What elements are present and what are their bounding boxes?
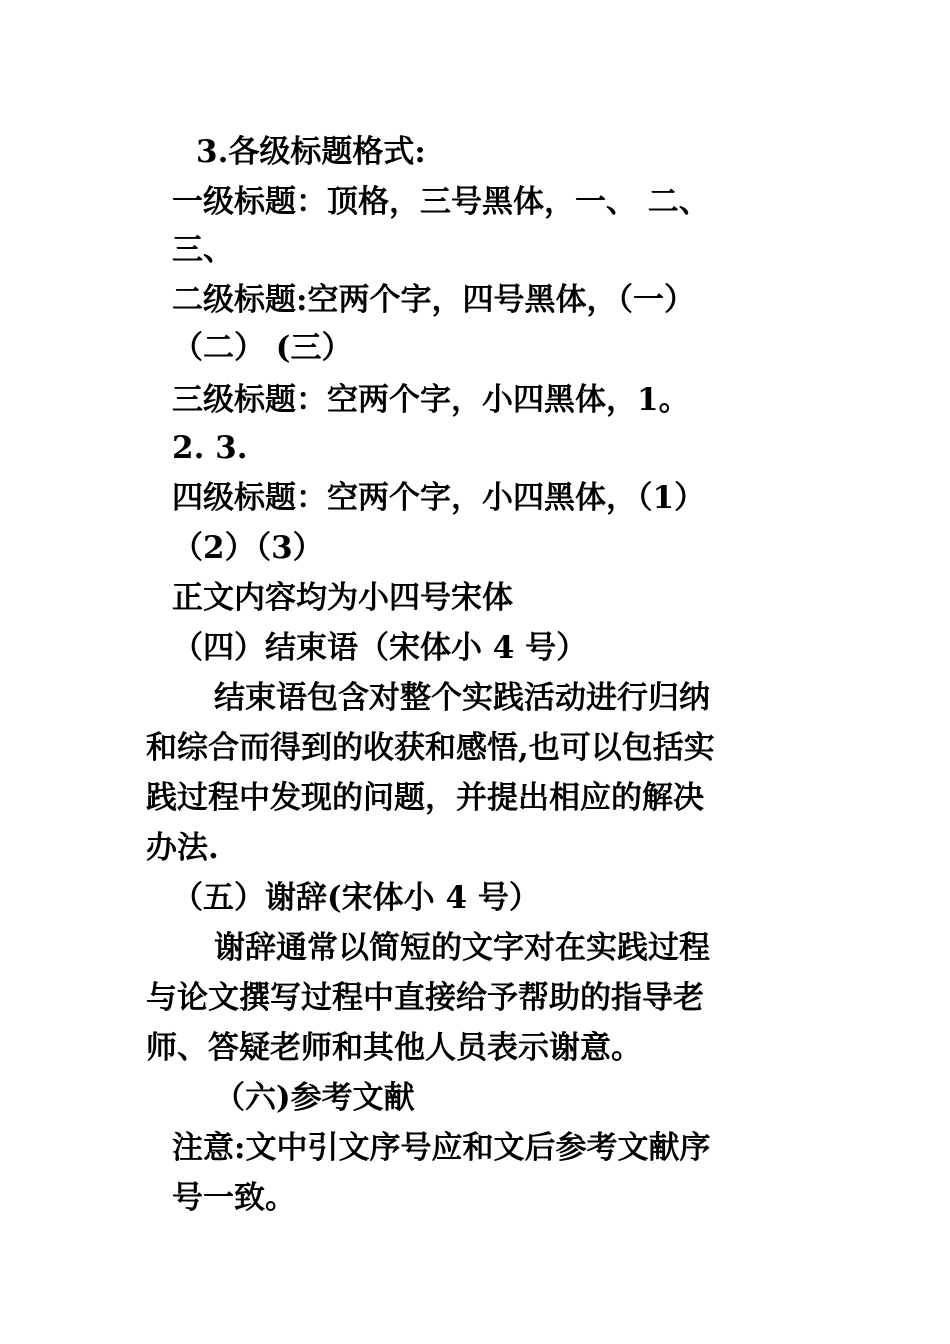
section-conclusion-paragraph-line: 和综合而得到的收获和感悟,也可以包括实 bbox=[146, 730, 715, 766]
section-acknowledgement-paragraph-line: 谢辞通常以简短的文字对在实践过程 bbox=[214, 930, 710, 966]
section-acknowledgement-paragraph-line: 与论文撰写过程中直接给予帮助的指导老 bbox=[146, 980, 704, 1016]
level4-heading-rule-continued: （2）（3） bbox=[172, 530, 324, 566]
section-conclusion-paragraph-line: 践过程中发现的问题，并提出相应的解决 bbox=[146, 780, 704, 816]
level3-heading-rule-continued: 2. 3. bbox=[172, 430, 248, 466]
section-acknowledgement-paragraph-line: 师、答疑老师和其他人员表示谢意。 bbox=[146, 1030, 642, 1066]
citation-note: 注意:文中引文序号应和文后参考文献序 bbox=[172, 1130, 711, 1166]
section-conclusion-paragraph-line: 结束语包含对整个实践活动进行归纳 bbox=[214, 680, 710, 716]
level2-heading-rule-continued: （二） (三） bbox=[172, 330, 353, 366]
section-acknowledgement-heading: （五）谢辞(宋体小 4 号） bbox=[172, 880, 540, 916]
body-text-note: 正文内容均为小四号宋体 bbox=[172, 580, 513, 616]
level4-heading-rule: 四级标题：空两个字，小四黑体，（1） bbox=[172, 480, 706, 516]
section-conclusion-paragraph-line: 办法. bbox=[146, 830, 219, 866]
citation-note-continued: 号一致。 bbox=[172, 1180, 296, 1216]
heading-format-title: 3.各级标题格式: bbox=[196, 134, 426, 170]
section-conclusion-heading: （四）结束语（宋体小 4 号） bbox=[172, 630, 588, 666]
section-references-heading: （六)参考文献 bbox=[214, 1080, 415, 1116]
level1-heading-rule-continued: 三、 bbox=[172, 232, 234, 268]
level1-heading-rule: 一级标题：顶格，三号黑体，一、 二、 bbox=[172, 184, 710, 220]
level3-heading-rule: 三级标题：空两个字，小四黑体，1。 bbox=[172, 382, 690, 418]
level2-heading-rule: 二级标题:空两个字，四号黑体，（一） bbox=[172, 282, 695, 318]
